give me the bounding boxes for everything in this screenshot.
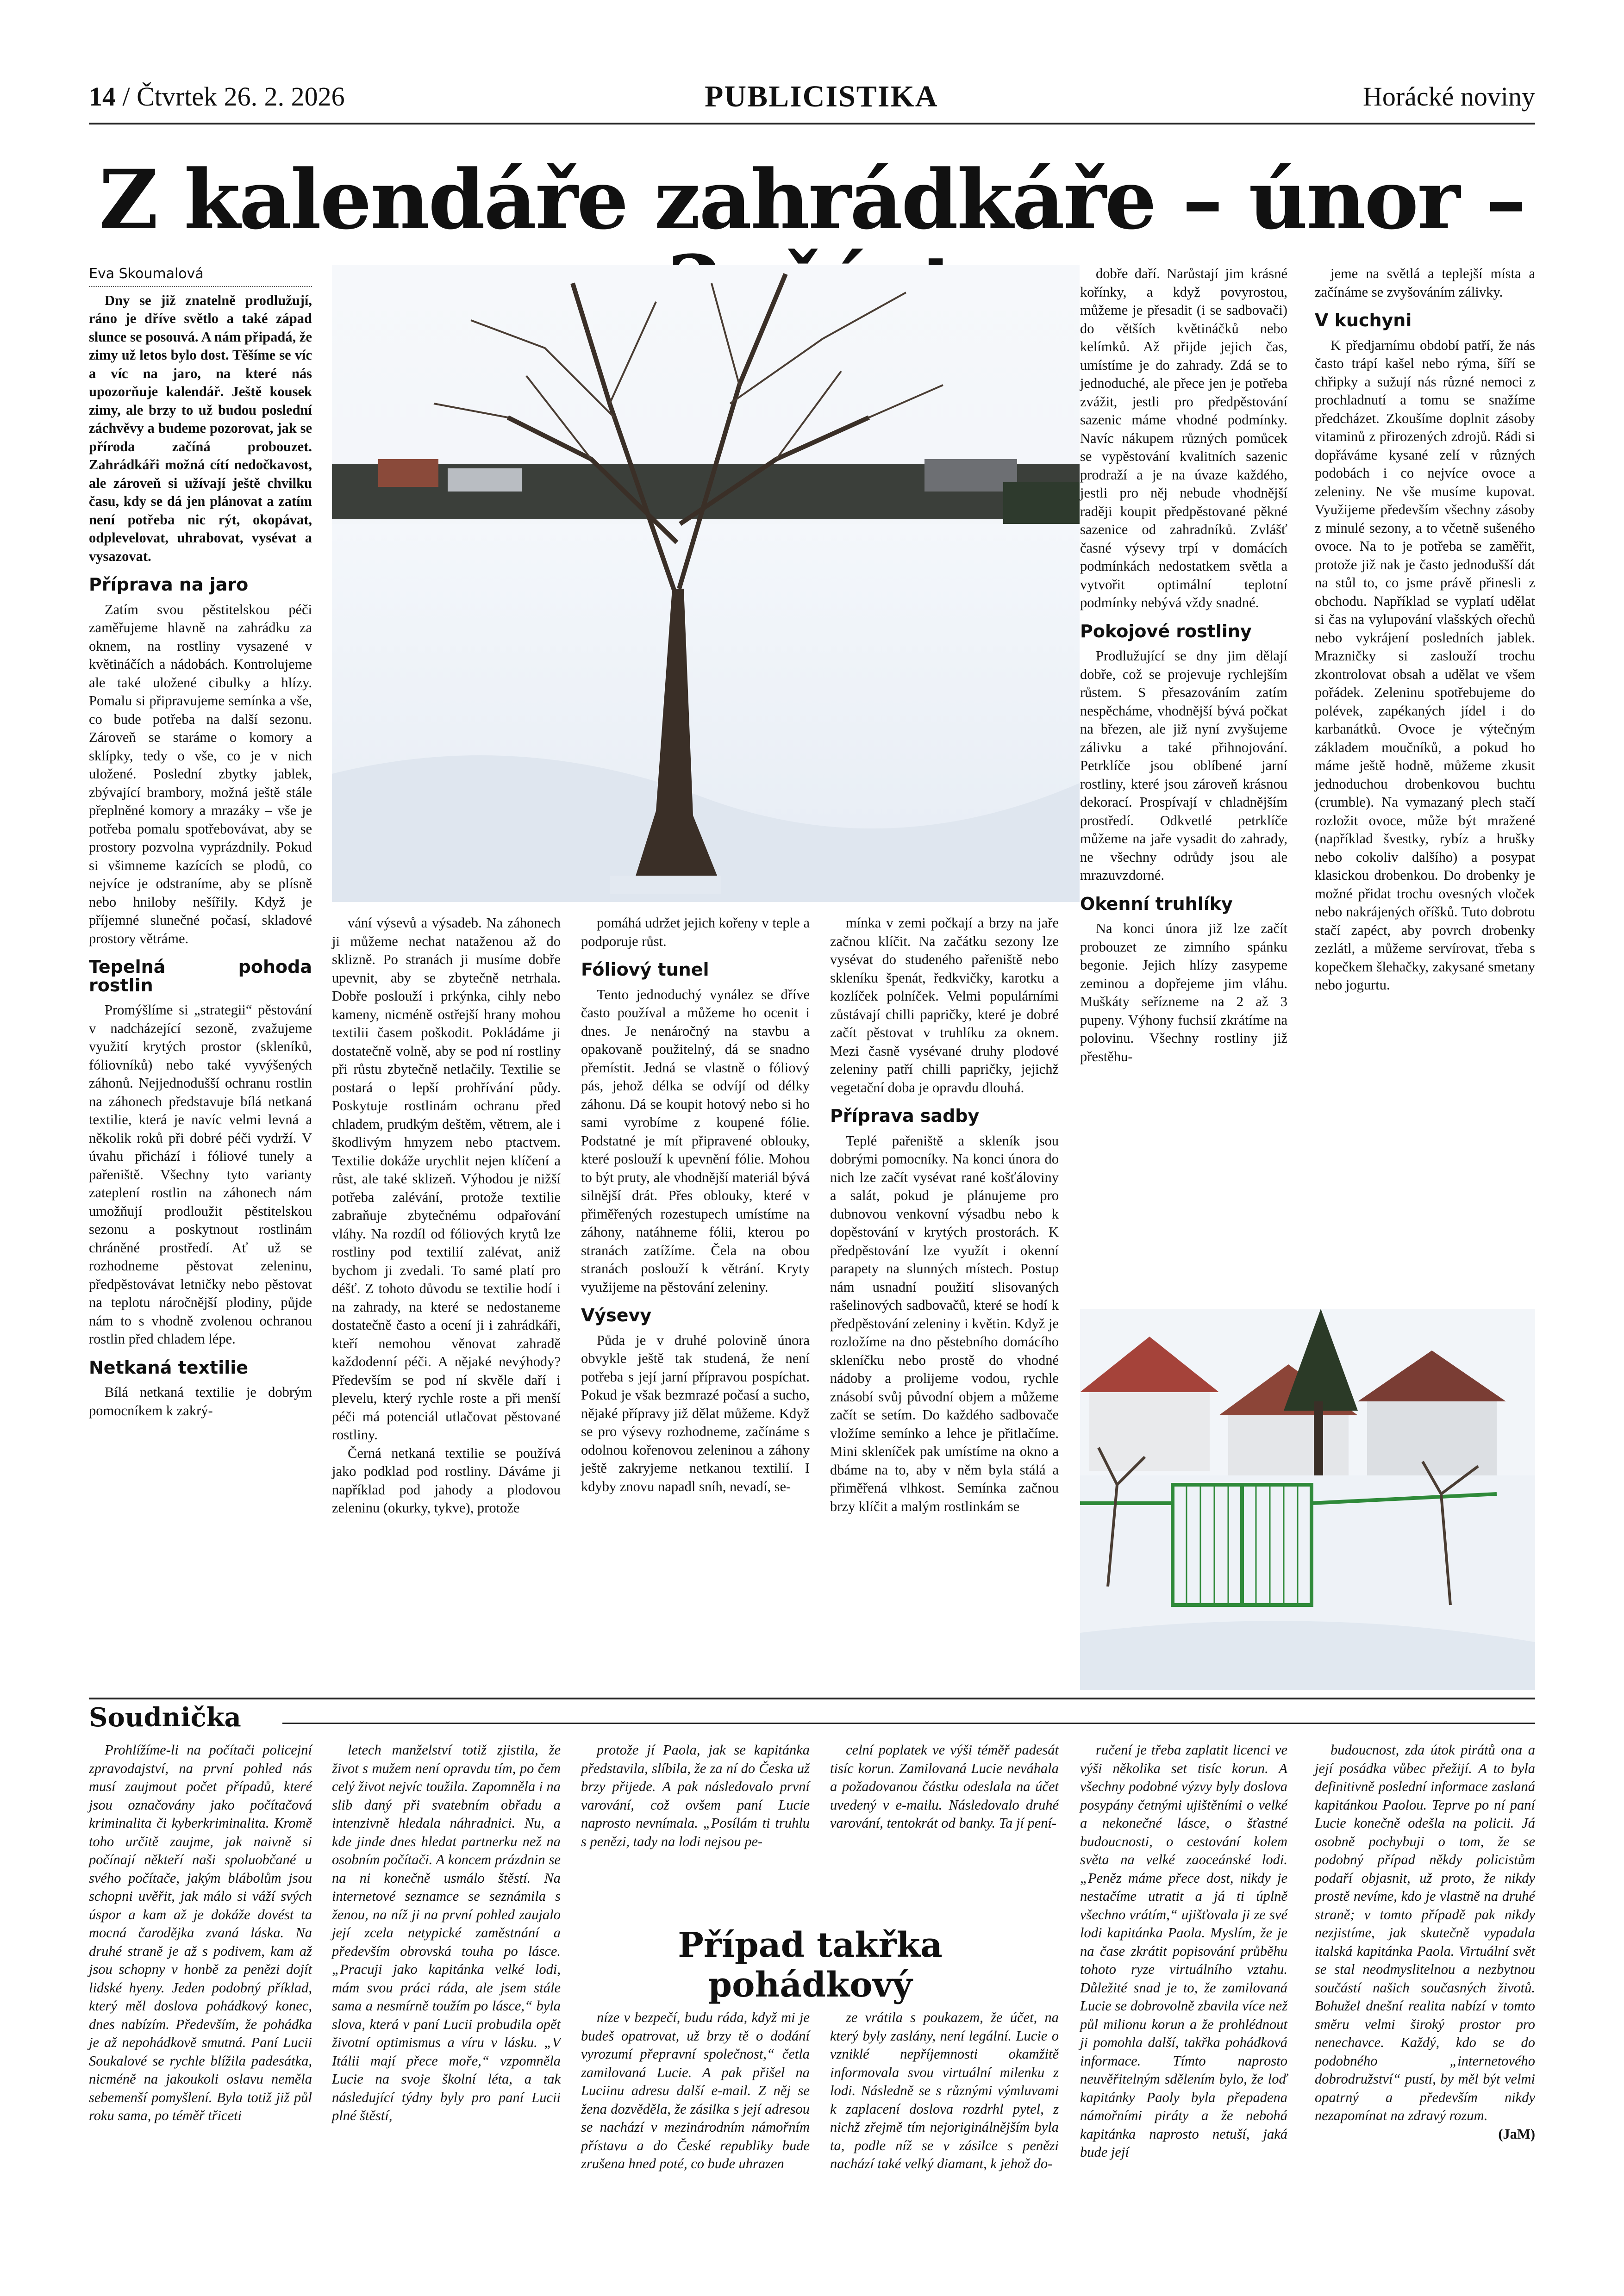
soudnicka-column-6: budoucnost, zda útok pirátů ona a její posádka vůbec přežijí. A to byla definitivně poslední informace zaslaná kapitánkou Paolou. Teprve po ní paní Lucie konečně odešla na policii. Já osobně pochybuji o tom, že se podobný případ někdy policistům podaří objasnit, už proto, že nikdy prostě nevíme, kdo je vlastně na druhé straně; v tomto případě pak nikdy nezjistíme, jak skutečně vypadala italská kapitánka Paola. Virtuální svět se stal neodmyslitelnou a nezbytnou součástí našich současných životů. Bohužel dnešní realita nabízí v tomto směru velmi široký prostor pro nenechavce. Každý, kdo se do podobného „internetového dobrodružství“ pustí, by měl být velmi opatrný a především nikdy nezapomínat na zdravý rozum. (JaM) <box>1315 1741 1535 2143</box>
soudnicka-signature: (JaM) <box>1498 2126 1535 2142</box>
article-paragraph: Promýšlíme si „strategii“ pěstování v nadcházející sezoně, zvažujeme využití krytých prostor (skleníků, fóliovníků) nebo také vyvýšených záhonů. Nejjednodušší ochranu rostlin na záhonech představuje bílá netkaná textilie, která je navíc velmi levná a několik roků při dobré péči vydrží. V úvahu přichází i fóliové tunely a pařeniště. Všechny tyto varianty zateplení rostlin na záhonech nám umožňují prodloužit pěstitelskou sezonu a poskytnout rostlinám chráněné prostředí. Ať už se rozhodneme pěstovat zeleninu, předpěstovávat letničky nebo pěstovat na teplotu náročnější plodiny, půjde nám to s vhodně zvolenou ochranou rostlin před chladem lépe. <box>89 1002 312 1347</box>
section-heading: Fóliový tunel <box>581 959 709 980</box>
article-column-6 <box>1315 265 1535 995</box>
section-heading: Pokojové rostliny <box>1080 621 1252 641</box>
soudnicka-column-3a: protože jí Paola, jak se kapitánka představila, slíbila, že za ní do Česka už brzy přijede. A pak následovalo první varování, což ovšem paní Lucie naprosto nevnímala. „Posílám ti truhlu s penězi, tady na lodi nejsou pe- <box>581 1742 810 1849</box>
section-title-rule <box>282 1723 1535 1724</box>
article-author: Eva Skoumalová <box>89 265 312 287</box>
soudnicka-column-3b: níze v bezpečí, budu ráda, když mi je budeš opatrovat, už brzy tě o dodání vyrozumí přepravní společnost,“ četla zamilovaná Lucie. A pak přišel na Luciinu adresu další e-mail. Z něj se žena dozvěděla, že zásilka s její adresou se nachází v mezinárodním námořním přístavu a do České republiky bude zrušena hned poté, co bude uhrazen <box>581 2010 810 2172</box>
article-lead: Dny se již znatelně prodlužují, ráno je dříve světlo a také západ slunce se posouvá. A nám připadá, že zimy už letos bylo dost. Těšíme se víc a víc na jaro, na které nás upozorňuje kalendář. Ještě kousek zimy, ale brzy to už budou poslední záchvěvy a budeme pozorovat, jak se příroda začíná probouzet. Zahrádkáři možná cítí nedočkavost, ale zároveň si užívají ještě chvilku času, kdy se dá jen plánovat a zatím není potřeba nic rýt, okopávat, odplevelovat, uhrabovat, vysévat a vysazovat. <box>89 292 312 564</box>
article-column-2 <box>332 914 561 1518</box>
article-paragraph: K předjarnímu období patří, že nás často trápí kašel nebo rýma, šíří se chřipky a sužují nás různé nemoci z prochladnutí a tomu se snažíme předcházet. Zkoušíme doplnit zásoby vitaminů z přirozených zdrojů. Rádi si dopřáváme kysané zelí v různých podobách i co nejvíce ovoce a zeleniny. Ne vše musíme kupovat. Využijeme především všechny zásoby z minulé sezony, a to včetně sušeného ovoce. Na to je potřeba se zaměřit, protože již nak je často jednodušší dát na stůl to, co jsme právě přinesli z obchodu. Například se vyplatí udělat si čas na vylupování vlašských ořechů nebo vykrájení posledních jablek. Mrazničky si zaslouží trochu zkontrolovat obsah a udělat ve všem pořádek. Zeleninu spotřebujeme do polévek, zapékaných jídel i do karbanátků. Ovoce je výtečným základem moučníků, a pokud ho máme ještě hodně, můžeme zkusit jednoduchou drobenkovou buchtu (crumble). Na vymazaný plech stačí rozložit ovoce, může být mražené (například švestky, rybíz a hrušky nebo cokoliv dalšího) a posypat klasickou drobenkou. Do drobenky je možné přidat trochu ovesných vloček nebo nakrájených oříšků. Tuto dobrotu stačí zapéct, aby povrch drobenky zezlátl, a můžeme servírovat, třeba s kopečkem šlehačky, zakysané smetany nebo jogurtu. <box>1315 337 1535 993</box>
soudnicka-headline: Případ takřka pohádkový <box>678 1925 943 2005</box>
article-column-4 <box>830 914 1059 1516</box>
section-divider <box>89 1698 1535 1699</box>
soudnicka-column-5: ručení je třeba zaplatit licenci ve výši několika set tisíc korun. A všechny podobné výzvy byly doslova posypány četnými ujištěními o velké a nekonečné lásce, o šťastné budoucnosti, o cestování kolem světa na velké zaoceánské lodi. „Peněz máme přece dost, nikdy je nestačíme utratit a já ti úplně všechno vrátím,“ ujišťovala ji ze své lodi kapitánka Paola. Myslím, že je na čase zkrátit popisování průběhu tohoto ryze virtuálního vztahu. Důležité snad je to, že zamilovaná Lucie se dobrovolně zbavila více než půl milionu korun a že prohlédnout ji pomohla další, takřka pohádková informace. Tímto naprosto neuvěřitelným sdělením bylo, že loď kapitánky Paoly byla přepadena námořními piráty a že nebohá kapitánka naprosto netuší, jaká bude její <box>1080 1742 1287 2160</box>
section-heading: Netkaná textilie <box>89 1357 249 1378</box>
article-paragraph: Bílá netkaná textilie je dobrým pomocníkem k zakrý- <box>89 1384 312 1419</box>
article-paragraph: Zatím svou pěstitelskou péči zaměřujeme hlavně na zahrádku za oknem, na rostliny vysazené v květináčích a nádobách. Kontrolujeme ale také uložené cibulky a hlízy. Pomalu si připravujeme semínka a vše, co bude potřeba na další sezonu. Zároveň se staráme o komory a sklípky, tedy o vše, co je v nich uložené. Poslední zbytky jablek, zbývající brambory, možná ještě stále přeplněné komory a mrazáky – vše je potřeba pomalu spotřebovávat, aby se prostory pozvolna vyprázdnily. Pokud si všimneme kazících se plodů, co nejvíce je odstraníme, aby se plísně nebo hniloby nešířily. Když je příjemné slunečné počasí, skladové prostory větráme. <box>89 601 312 946</box>
section-heading: Okenní truhlíky <box>1080 893 1233 914</box>
section-heading: Tepelná pohoda rostlin <box>89 957 312 996</box>
section-heading: Příprava sadby <box>830 1106 980 1126</box>
soudnicka-column-4a: celní poplatek ve výši téměř padesát tisíc korun. Zamilovaná Lucie neváhala a požadovanou částku odeslala na účet uvedený v e-mailu. Následovalo druhé varování, tentokrát od banky. Ta jí pení- <box>830 1742 1059 1831</box>
page-date-line <box>89 81 345 112</box>
article-headline: Z kalendáře zahrádkáře – únor – <box>99 152 1525 248</box>
article-paragraph: mínka v zemi počkají a brzy na jaře začnou klíčit. Na začátku sezony lze vysévat do studeného pařeniště nebo skleníku špenát, ředkvičky, karotku a kozlíček polníček. Velmi populárními zůstávají chilli papričky, které je dobré začít pěstovat v truhlíku za oknem. Mezi časně vysévané druhy plodové zeleniny patří chilli papričky, jejichž vegetační doba je opravdu dlouhá. <box>830 915 1059 1095</box>
article-column-5 <box>1080 265 1287 1066</box>
section-heading: Příprava na jaro <box>89 574 249 595</box>
section-heading: Výsevy <box>581 1305 652 1325</box>
article-paragraph: Tento jednoduchý vynález se dříve často používal a můžeme ho ocenit i dnes. Je nenáročný na stavbu a opakovaně použitelný, dá se snadno přemístit. Jedná se vlastně o fóliový pás, jehož délka se odvíjí od délky záhonu. Dá se koupit hotový nebo si ho sami vyrobíme z koupené fólie. Podstatné je mít připravené oblouky, které poslouží k upevnění fólie. Mohou to být pruty, ale vhodnější materiál bývá silnější drát. Přes oblouky, které v přiměřených rozestupech umístíme na záhony, natáhneme fólii, kterou po stranách zatížíme. Čela na obou stranách poslouží k větrání. Kryty využijeme na pěstování zeleniny. <box>581 986 810 1295</box>
article-column-3 <box>581 914 810 1496</box>
soudnicka-column-1: Prohlížíme-li na počítači policejní zpravodajství, na první pohled nás musí zaujmout počet případů, které jsou označovány jako počítačová kriminalita či kyberkriminalita. Kromě toho určitě zaujme, jak naivně si počínají někteří naši spoluobčané u svého počítače, jakým blábolům jsou schopni uvěřit, jak málo si váží svých úspor a kam až je dokáže dovést ta mocná čarodějka zvaná láska. Na druhé straně je až s podivem, kam až jsou schopny v honbě za penězi dojít lidské hyeny. Jeden podobný příklad, který měl doslova pohádkový konec, dnes nabízím. Především, že pohádka je až nepohádkově smutná. Paní Lucii Soukalové se rychle blížila padesátka, nicméně na jakoukoli oslavu neměla sebemenší pomyšlení. Byla totiž již půl roku sama, po téměř třiceti <box>89 1742 312 2123</box>
soudnicka-column-2: letech manželství totiž zjistila, že život s mužem není opravdu tím, po čem celý život nejvíc toužila. Zapomněla i na slib daný při svatebním obřadu a intenzivně hledala náhradnici. Nu, a kde jinde dnes hledat partnerku než na osobním počítači. A koncem prázdnin se na ni konečně usmálo štěstí. Na internetové seznamce se seznámila s ženou, na níž ji na první pohled zaujalo její zcela netypické zaměstnání a především obrovská touha po lásce. „Pracuji jako kapitánka velké lodi, mám svou práci ráda, ale jsem stále sama a nesmírně toužím po lásce,“ byla slova, která v paní Lucii probudila opět životní optimismus a víru v lásku. „V Itálii mají přece moře,“ vzpomněla Lucie na svoje školní léta, a tak následující týdny byly pro paní Lucii plné štěstí, <box>332 1742 561 2123</box>
article-paragraph: Černá netkaná textilie se používá jako podklad pod rostliny. Dáváme ji například pod jahody a plodovou zeleninu (okurky, tykve), protože <box>332 1445 561 1516</box>
page-number: 14 <box>89 81 116 112</box>
article-paragraph: dobře daří. Narůstají jim krásné kořínky, a když povyrostou, můžeme je přesadit (i se sadbovači) do větších květináčků nebo kelímků. Až přijde jejich čas, umístíme je do zahrady. Zdá se to jednoduché, ale přece jen je potřeba zvážit, jestli pro předpěstování sazenic máme vhodné podmínky. Navíc nákupem různých pomůcek se vypěstování kvalitních sazenic prodraží a je na úvaze každého, jestli pro něj nebude vhodnější raději koupit předpěstované pěkné sazenice od zahradníků. Zvlášť časné výsevy trpí v domácích podmínkách nedostatkem světla a vytvořit optimální teplotní podmínky nebývá vždy snadné. <box>1080 266 1287 610</box>
article-column-1-body <box>89 576 312 1420</box>
section-heading: V kuchyni <box>1315 310 1412 330</box>
article-paragraph: pomáhá udržet jejich kořeny v teple a podporuje růst. <box>581 915 810 949</box>
section-name: PUBLICISTIKA <box>705 80 938 113</box>
village-houses-photo <box>1080 1309 1535 1690</box>
article-paragraph: Půda je v druhé polovině února obvykle ještě tak studená, že není potřeba s její jarní přípravou pospíchat. Pokud je však bezmrazé počasí a sucho, nějaké přípravy již dělat můžeme. Když se pro výsevy rozhodneme, začínáme s odolnou kořenovou zeleninou a záhony ještě zakryjeme netkanou textilií. I kdyby znovu napadl sníh, nevadí, se- <box>581 1332 810 1494</box>
soudnicka-column-4b: ze vrátila s poukazem, že účet, na který byly zaslány, není legální. Lucie o vzniklé nepříjemnosti okamžitě informovala svou virtuální milenku z lodi. Následně se s různými výmluvami k zaplacení doslova rozdrhl pytel, z nichž zřejmě tím nejoriginálnějším byla ta, podle níž se v zásilce s penězi nachází také velký diamant, k jehož do- <box>830 2010 1059 2172</box>
article-paragraph: Prodlužující se dny jim dělají dobře, což se projevuje rychlejším růstem. S přesazováním zatím nespěcháme, vhodnější bývá počkat na březen, ale již nyní zvyšujeme zálivku a také přihnojování. Petrklíče jsou oblíbené jarní rostliny, které jsou zároveň krásnou dekorací. Prospívají v chladnějším prostředí. Odkvetlé petrklíče můžeme na jaře vysadit do zahrady, ne všechny odrůdy jsou ale mrazuvzdorné. <box>1080 648 1287 883</box>
page-header <box>89 76 1535 124</box>
article-paragraph: Na konci února již lze začít probouzet ze zimního spánku begonie. Jejich hlízy zasypeme zeminou a dopřejeme jim vláhu. Muškáty seřízneme na 2 až 3 pupeny. Výhony fuchsií zkrátíme na polovinu. Všechny rostliny již přestěhu- <box>1080 921 1287 1064</box>
issue-date: / Čtvrtek 26. 2. 2026 <box>122 81 345 112</box>
newspaper-name: Horácké noviny <box>1362 81 1535 112</box>
article-paragraph: jeme na světlá a teplejší místa a začínáme se zvyšováním zálivky. <box>1315 266 1535 300</box>
article-paragraph: Teplé pařeniště a skleník jsou dobrými pomocníky. Na konci února do nich lze začít vysévat rané košťáloviny a salát, pokud je plánujeme pro dubnovou venkovní výsadbu nebo k dopěstování v krytých prostorách. K předpěstování lze využít i okenní parapety na slunných místech. Postup nám usnadní použití slisovaných rašelinových sadbovačů, které se hodí k předpěstování zeleniny i květin. Když je rozložíme na dno pěstebního domácího skleníčku nebo prostě do vhodné nádoby a prolijeme vodou, rychle znásobí svůj původní objem a můžeme začít se setím. Do každého sadbovače vložíme semínko a lehce je přitlačíme. Mini skleníček pak umístíme na okno a dbáme na to, aby v něm byla stálá a přiměřená vlhkost. Semínka začnou brzy klíčit a malým rostlinkám se <box>830 1132 1059 1514</box>
soudnicka-title: Soudnička <box>89 1702 241 1733</box>
article-paragraph: vání výsevů a výsadeb. Na záhonech ji můžeme nechat nataženou až do sklizně. Po stranách ji musíme dobře upevnit, aby se zbytečně netrhala. Dobře poslouží i prkýnka, cihly nebo kameny, nicméně ostřejší hrany mohou textilii časem poškodit. Pokládáme ji dostatečně volně, aby se pod ní rostliny při růstu zbytečně netlačily. Textilie se postará o lepší prohřívání půdy. Poskytuje rostlinám ochranu před chladem, prudkým deštěm, větrem, ale i škodlivým hmyzem nebo ptactvem. Textilie dokáže urychlit nejen klíčení a růst, ale také sklizeň. Výhodou je nižší potřeba zalévání, protože textilie zabraňuje zbytečnému odpařování vláhy. Na rozdíl od fóliových krytů lze rostliny pod textilií zalévat, aniž bychom ji zvedali. To samé platí pro déšť. Z tohoto důvodu se textilie hodí i na zahrady, na které se nedostaneme dostatečně často a ocení ji i zahrádkáři, kteří nemohou věnovat zahradě každodenní péči. A nějaké nevýhody? Především se pod ní skvěle daří i plevelu, který rychle roste a při menší péči má potenciál utlačovat pěstované rostliny. <box>332 915 561 1443</box>
winter-tree-photo <box>332 265 1080 902</box>
article-column-1 <box>89 265 312 1420</box>
